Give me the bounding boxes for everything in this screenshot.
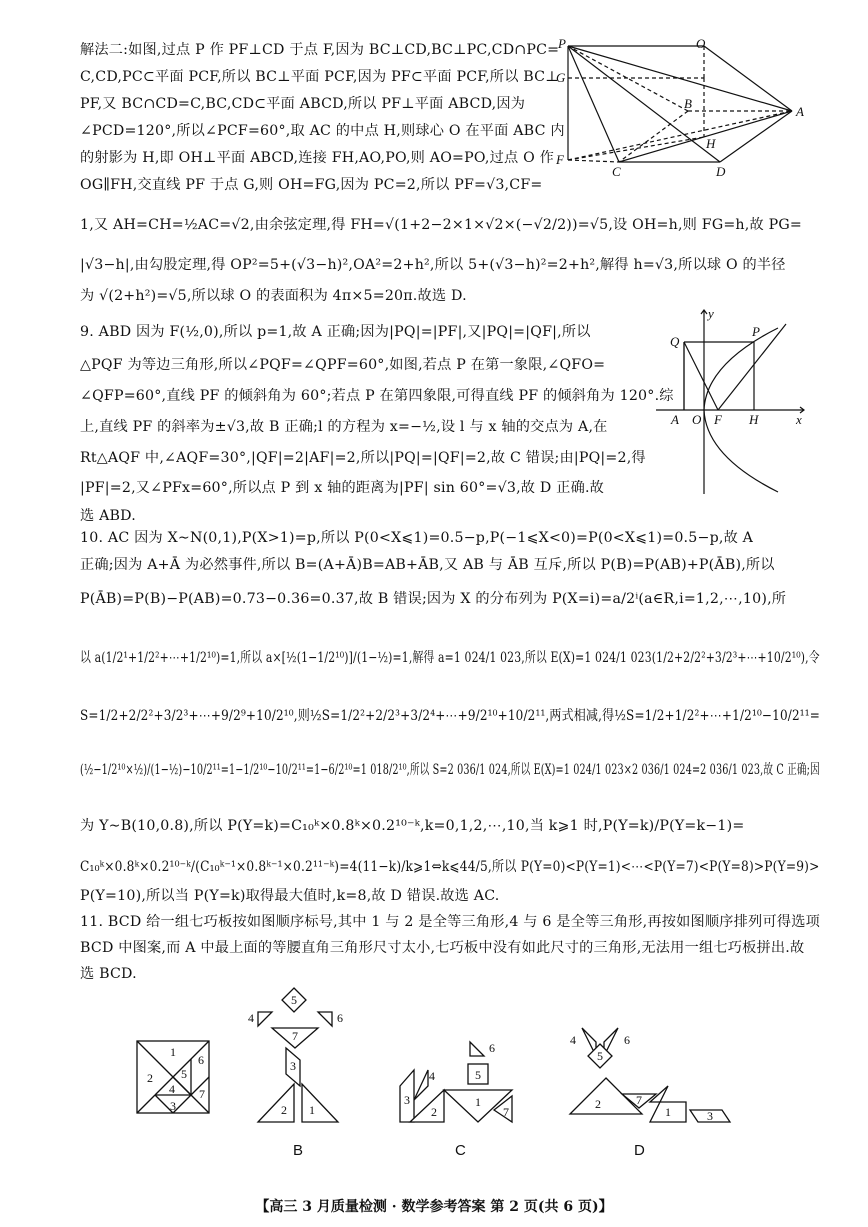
sol10-line-5: S=1/2+2/2²+3/2³+⋯+9/2⁹+10/2¹⁰,则½S=1/2²+2/2³+3/2⁴+⋯+9/2¹⁰+10/2¹¹,两式相减,得½S=1/2+1/2²+⋯+1/2¹⁰−10/2¹¹= (80, 708, 820, 724)
tangram-sq-3: 3 (170, 1099, 176, 1113)
tangram-sq-7: 7 (199, 1087, 205, 1101)
sol10-line-9: P(Y=10),所以当 P(Y=k)取得最大值时,k=8,故 D 错误.故选 AC. (80, 888, 500, 904)
sol8-line-8: |√3−h|,由勾股定理,得 OP²=5+(√3−h)²,OA²=2+h²,所以 5+(√3−h)²=2+h²,解得 h=√3,所以球 O 的半径 (80, 257, 786, 273)
fig9-label-y: y (708, 306, 714, 321)
tangram-b-figure (246, 986, 356, 1126)
sol11-line-1: 11. BCD 给一组七巧板按如图顺序标号,其中 1 与 2 是全等三角形,4 与 6 是全等三角形,再按如图顺序排列可得选项 (80, 914, 820, 930)
fig8-label-p: P (558, 38, 566, 51)
tangram-square-figure (136, 1040, 212, 1116)
sol8-pyramid-figure (556, 38, 816, 178)
sol11-line-3: 选 BCD. (80, 966, 137, 982)
tangram-c-6: 6 (489, 1041, 495, 1055)
sol9-line-3: ∠QFP=60°,直线 PF 的倾斜角为 60°;若点 P 在第四象限,可得直线 PF 的倾斜角为 120°.综 (80, 388, 674, 404)
fig8-label-f: F (556, 152, 564, 167)
sol9-line-4: 上,直线 PF 的斜率为±√3,故 B 正确;l 的方程为 x=−½,设 l 与 x 轴的交点为 A,在 (80, 419, 608, 435)
fig9-label-o: O (692, 412, 702, 427)
caption-c: C (455, 1142, 466, 1159)
tangram-sq-1: 1 (170, 1045, 176, 1059)
tangram-b-6: 6 (337, 1011, 343, 1025)
tangram-d-2: 2 (595, 1097, 601, 1111)
sol8-line-6: OG∥FH,交直线 PF 于点 G,则 OH=FG,因为 PC=2,所以 PF=√3,CF= (80, 177, 543, 193)
page-footer: 【高三 3 月质量检测 · 数学参考答案 第 2 页(共 6 页)】 (255, 1199, 613, 1215)
sol8-line-5: 的射影为 H,即 OH⊥平面 ABCD,连接 FH,AO,PO,则 AO=PO,过点 O 作 (80, 150, 554, 166)
tangram-d-6: 6 (624, 1033, 630, 1047)
tangram-c-5: 5 (475, 1068, 481, 1082)
sol8-line-4: ∠PCD=120°,所以∠PCF=60°,取 AC 的中点 H,则球心 O 在平面 ABC 内 (80, 123, 565, 139)
tangram-b-2: 2 (281, 1103, 287, 1117)
fig8-label-g: G (556, 70, 566, 85)
tangram-d-figure (560, 1024, 740, 1128)
sol8-line-9: 为 √(2+h²)=√5,所以球 O 的表面积为 4π×5=20π.故选 D. (80, 288, 467, 304)
sol10-line-1: 10. AC 因为 X∼N(0,1),P(X>1)=p,所以 P(0<X⩽1)=0.5−p,P(−1⩽X<0)=P(0<X⩽1)=0.5−p,故 A (80, 530, 754, 546)
tangram-b-7: 7 (292, 1029, 298, 1043)
tangram-sq-5: 5 (181, 1067, 187, 1081)
fig8-label-b: B (684, 96, 692, 111)
fig8-label-h: H (706, 136, 716, 151)
fig9-label-h: H (749, 412, 759, 427)
fig9-label-p: P (752, 324, 760, 339)
sol11-line-2: BCD 中图案,而 A 中最上面的等腰直角三角形尺寸太小,七巧板中没有如此尺寸的三角形,无法用一组七巧板拼出.故 (80, 940, 805, 956)
fig8-label-o: O (696, 38, 706, 51)
tangram-c-1: 1 (475, 1095, 481, 1109)
sol10-line-3: P(ĀB)=P(B)−P(AB)=0.73−0.36=0.37,故 B 错误;因为 X 的分布列为 P(X=i)=a/2ⁱ(a∈R,i=1,2,⋯,10),所 (80, 591, 787, 607)
sol10-line-4: 以 a(1/2¹+1/2²+⋯+1/2¹⁰)=1,所以 a×[½(1−1/2¹⁰)]/(1−½)=1,解得 a=1 024/1 023,所以 E(X)=1 024/1 023(1/2+2/2²+3/2³+⋯+10/2¹⁰),令 (80, 650, 820, 666)
tangram-b-3: 3 (290, 1059, 296, 1073)
tangram-d-4: 4 (570, 1033, 576, 1047)
fig9-label-x: x (796, 412, 802, 427)
sol10-line-8: C₁₀ᵏ×0.8ᵏ×0.2¹⁰⁻ᵏ/(C₁₀ᵏ⁻¹×0.8ᵏ⁻¹×0.2¹¹⁻ᵏ)=4(11−k)/k⩾1⇔k⩽44/5,所以 P(Y=0)<P(Y=1)<⋯<P(Y=7)<P(Y=8)>P(Y=9)> (80, 859, 820, 875)
tangram-c-2: 2 (431, 1105, 437, 1119)
tangram-c-3: 3 (404, 1093, 410, 1107)
fig9-label-f: F (714, 412, 722, 427)
sol9-line-6: |PF|=2,又∠PFx=60°,所以点 P 到 x 轴的距离为|PF| sin 60°=√3,故 D 正确.故 (80, 480, 605, 496)
tangram-c-figure (392, 1040, 528, 1124)
fig8-label-c: C (612, 164, 621, 178)
tangram-sq-4: 4 (169, 1082, 175, 1096)
sol9-line-2: △PQF 为等边三角形,所以∠PQF=∠QPF=60°,如图,若点 P 在第一象限,∠QFO= (80, 357, 606, 373)
tangram-c-4: 4 (429, 1069, 435, 1083)
tangram-sq-2: 2 (147, 1071, 153, 1085)
sol10-line-7: 为 Y∼B(10,0.8),所以 P(Y=k)=C₁₀ᵏ×0.8ᵏ×0.2¹⁰⁻ᵏ,k=0,1,2,⋯,10,当 k⩾1 时,P(Y=k)/P(Y=k−1)= (80, 818, 745, 834)
sol10-line-6: (½−1/2¹⁰×½)/(1−½)−10/2¹¹=1−1/2¹⁰−10/2¹¹=1−6/2¹⁰=1 018/2¹⁰,所以 S=2 036/1 024,所以 E(X)=1 024/1 023×2 036/1 024=2 036/1 023,故 C 正确;因 (80, 762, 820, 778)
tangram-d-7: 7 (636, 1093, 642, 1107)
tangram-d-5: 5 (597, 1049, 603, 1063)
sol10-line-2: 正确;因为 A+Ā 为必然事件,所以 B=(A+Ā)B=AB+ĀB,又 AB 与 ĀB 互斥,所以 P(B)=P(AB)+P(ĀB),所以 (80, 557, 775, 573)
tangram-d-3: 3 (707, 1109, 713, 1123)
sol8-line-2: C,CD,PC⊂平面 PCF,所以 BC⊥平面 PCF,因为 PF⊂平面 PCF,所以 BC⊥ (80, 69, 559, 85)
sol9-line-1: 9. ABD 因为 F(½,0),所以 p=1,故 A 正确;因为|PQ|=|PF|,又|PQ|=|QF|,所以 (80, 324, 591, 340)
tangram-c-7: 7 (503, 1105, 509, 1119)
tangram-b-4: 4 (248, 1011, 254, 1025)
sol8-line-1: 解法二:如图,过点 P 作 PF⊥CD 于点 F,因为 BC⊥CD,BC⊥PC,CD∩PC= (80, 42, 560, 58)
tangram-sq-6: 6 (198, 1053, 204, 1067)
sol8-line-3: PF,又 BC∩CD=C,BC,CD⊂平面 ABCD,所以 PF⊥平面 ABCD,因为 (80, 96, 526, 112)
fig9-label-a: A (671, 412, 679, 427)
sol9-parabola-figure (656, 306, 812, 502)
fig8-label-d: D (716, 164, 726, 178)
tangram-b-5: 5 (291, 993, 297, 1007)
tangram-d-1: 1 (665, 1105, 671, 1119)
fig9-label-q: Q (670, 334, 680, 349)
tangram-b-1: 1 (309, 1103, 315, 1117)
sol8-line-7: 1,又 AH=CH=½AC=√2,由余弦定理,得 FH=√(1+2−2×1×√2×(−√2/2))=√5,设 OH=h,则 FG=h,故 PG= (80, 217, 802, 233)
sol9-line-7: 选 ABD. (80, 508, 136, 524)
caption-d: D (634, 1142, 645, 1159)
caption-b: B (293, 1142, 304, 1159)
sol9-line-5: Rt△AQF 中,∠AQF=30°,|QF|=2|AF|=2,所以|PQ|=|QF|=2,故 C 错误;由|PQ|=2,得 (80, 450, 646, 466)
fig8-label-a: A (796, 104, 804, 119)
